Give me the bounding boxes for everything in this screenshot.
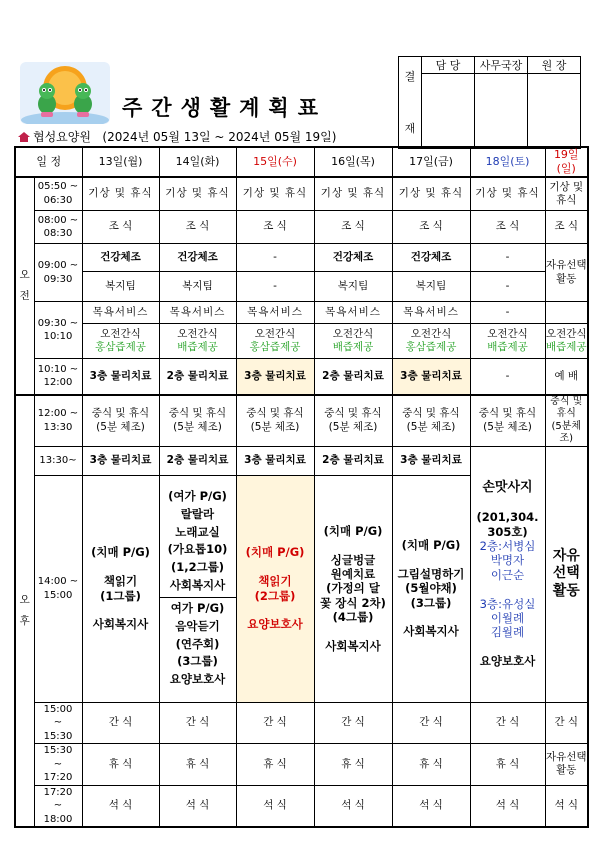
cell-pt-am: 2층 물리치료 [314, 359, 392, 395]
time-cell: 09:00 ~ 09:30 [34, 244, 82, 302]
cell-dinner: 석 식 [236, 785, 314, 827]
period-line [18, 128, 336, 145]
cell-bath: 목욕서비스 [392, 302, 470, 324]
cell-program-tue [159, 475, 236, 702]
cell-bath: - [470, 302, 545, 324]
cell-exercise: 건강체조 [82, 244, 159, 272]
cell-wake: 기상 및 휴식 [236, 177, 314, 211]
cell-pt-am: 3층 물리치료 [392, 359, 470, 395]
approval-role-staff: 담 당 [422, 57, 475, 74]
day-header-tue: 14일(화) [159, 147, 236, 177]
cell-bath: 목욕서비스 [236, 302, 314, 324]
cell-wake: 기상 및 휴식 [82, 177, 159, 211]
cell-bath: 목욕서비스 [159, 302, 236, 324]
time-cell: 12:00 ~ 13:30 [34, 395, 82, 447]
cell-pt-am: 3층 물리치료 [236, 359, 314, 395]
cell-lunch: 중식 및 휴식 (5분 체조) [82, 395, 159, 447]
cell-breakfast: 조 식 [159, 211, 236, 244]
logo [20, 62, 110, 124]
cell-sun-free-pm: 자유 선택 활동 [545, 446, 588, 702]
time-cell: 14:00 ~ 15:00 [34, 475, 82, 702]
cell-sun-free-eve: 자유선택 활동 [545, 744, 588, 786]
approval-role-head: 원 장 [528, 57, 581, 74]
cell-wake: 기상 및 휴식 [159, 177, 236, 211]
cell-rest: 휴 식 [314, 744, 392, 786]
day-header-thu: 16일(목) [314, 147, 392, 177]
cell-snack-pm: 간 식 [470, 702, 545, 744]
cell-wake: 기상 및 휴식 [314, 177, 392, 211]
cell-empty [545, 302, 588, 324]
time-cell: 13:30~ [34, 446, 82, 475]
day-header-wed: 15일(수) [236, 147, 314, 177]
cell-program-mon: (치매 P/G) 책읽기 (1그룹) 사회복지사 [82, 475, 159, 702]
page-title: 주간생활계획표 [122, 96, 328, 120]
cell-program-thu: (치매 P/G) 싱글벙글 원예치료 (가정의 달 꽃 장식 2차) (4그룹) 사회복지사 [314, 475, 392, 702]
cell-dinner: 석 식 [470, 785, 545, 827]
cell-wake: 기상 및 휴식 [470, 177, 545, 211]
cell-snack-pm: 간 식 [392, 702, 470, 744]
day-header-sat: 18일(토) [470, 147, 545, 177]
cell-program-fri: (치매 P/G) 그림설명하기 (5월야채) (3그룹) 사회복지사 [392, 475, 470, 702]
time-cell: 17:20 ~ 18:00 [34, 785, 82, 827]
cell-welfare: 복지팀 [314, 272, 392, 302]
cell-rest: 휴 식 [470, 744, 545, 786]
cell-dinner: 석 식 [82, 785, 159, 827]
time-cell: 10:10 ~ 12:00 [34, 359, 82, 395]
cell-pt-am: 2층 물리치료 [159, 359, 236, 395]
cell-pt-am: - [470, 359, 545, 395]
section-am: 오 전 [15, 177, 34, 395]
cell-snack-am: 오전간식 배즙제공 [314, 324, 392, 359]
time-cell: 15:30 ~ 17:20 [34, 744, 82, 786]
cell-lunch: 중식 및 휴식 (5분 체조) [392, 395, 470, 447]
time-cell: 08:00 ~ 08:30 [34, 211, 82, 244]
day-header-mon: 13일(월) [82, 147, 159, 177]
program-tue-leisure: (여가 P/G) 랄랄라 노래교실 (가요톱10) (1,2그룹) 사회복지사 [160, 486, 236, 598]
cell-snack-pm: 간 식 [314, 702, 392, 744]
cell-pt-pm: 2층 물리치료 [314, 446, 392, 475]
cell-pt-am: 예 배 [545, 359, 588, 395]
cell-pt-pm: 3층 물리치료 [236, 446, 314, 475]
cell-breakfast: 조 식 [236, 211, 314, 244]
approval-sign-head[interactable] [528, 74, 581, 149]
cell-exercise: - [470, 244, 545, 272]
cell-welfare: - [470, 272, 545, 302]
approval-sign-staff[interactable] [422, 74, 475, 149]
cell-dinner: 석 식 [392, 785, 470, 827]
cell-rest: 휴 식 [159, 744, 236, 786]
approval-role-director: 사무국장 [475, 57, 528, 74]
time-cell: 09:30 ~ 10:10 [34, 302, 82, 359]
cell-wake: 기상 및 휴식 [545, 177, 588, 211]
program-tue-music: 여가 P/G) 음악듣기 (연주회) (3그룹) 요양보호사 [169, 600, 226, 687]
cell-dinner: 석 식 [314, 785, 392, 827]
cell-welfare: - [236, 272, 314, 302]
cell-sat-massage: 손맛사지 (201,304. 305호) 2층:서병심 박명자 이근순 3층:유성실 이월례 김월례 요양보호사 [470, 446, 545, 702]
cell-exercise: 건강체조 [314, 244, 392, 272]
cell-welfare: 복지팀 [159, 272, 236, 302]
cell-bath: 목욕서비스 [314, 302, 392, 324]
cell-snack-am: 오전간식 배즙제공 [159, 324, 236, 359]
cell-welfare: 복지팀 [392, 272, 470, 302]
org-name: 협성요양원 [33, 130, 91, 144]
cell-lunch: 중식 및 휴식 (5분 체조) [470, 395, 545, 447]
cell-wake: 기상 및 휴식 [392, 177, 470, 211]
cell-lunch: 중식 및 휴식 (5분 체조) [314, 395, 392, 447]
cell-rest: 휴 식 [236, 744, 314, 786]
cell-rest: 휴 식 [82, 744, 159, 786]
cell-pt-pm: 2층 물리치료 [159, 446, 236, 475]
cell-pt-pm: 3층 물리치료 [82, 446, 159, 475]
day-header-sun: 19일(일) [545, 147, 588, 177]
cell-welfare: 복지팀 [82, 272, 159, 302]
cell-snack-am: 오전간식 홍삼즙제공 [82, 324, 159, 359]
cell-lunch: 중식 및 휴식 (5분 체조) [236, 395, 314, 447]
schedule-header-label: 일 정 [15, 147, 82, 177]
cell-dinner: 석 식 [545, 785, 588, 827]
approval-side-label: 결 재 [399, 57, 422, 149]
cell-breakfast: 조 식 [545, 211, 588, 244]
approval-box [398, 56, 581, 149]
time-cell: 05:50 ~ 06:30 [34, 177, 82, 211]
cell-snack-pm: 간 식 [82, 702, 159, 744]
cell-exercise: 건강체조 [159, 244, 236, 272]
cell-program-wed: (치매 P/G) 책읽기 (2그룹) 요양보호사 [236, 475, 314, 702]
time-cell: 15:00 ~ 15:30 [34, 702, 82, 744]
mascot-logo-icon [20, 62, 110, 124]
cell-rest: 휴 식 [392, 744, 470, 786]
cell-breakfast: 조 식 [392, 211, 470, 244]
day-header-fri: 17일(금) [392, 147, 470, 177]
cell-breakfast: 조 식 [470, 211, 545, 244]
date-range: (2024년 05월 13일 ~ 2024년 05월 19일) [102, 130, 337, 144]
cell-pt-pm: 3층 물리치료 [392, 446, 470, 475]
cell-snack-am: 오전간식 배즙제공 [545, 324, 588, 359]
cell-lunch: 중식 및 휴식 (5분체조) [545, 395, 588, 447]
cell-breakfast: 조 식 [82, 211, 159, 244]
cell-snack-pm: 간 식 [159, 702, 236, 744]
cell-pt-am: 3층 물리치료 [82, 359, 159, 395]
schedule-table [14, 146, 589, 828]
house-icon [18, 132, 30, 142]
cell-breakfast: 조 식 [314, 211, 392, 244]
cell-snack-am: 오전간식 홍삼즙제공 [236, 324, 314, 359]
section-pm: 오 후 [15, 395, 34, 828]
cell-exercise: - [236, 244, 314, 272]
cell-lunch: 중식 및 휴식 (5분 체조) [159, 395, 236, 447]
cell-snack-am: 오전간식 배즙제공 [470, 324, 545, 359]
cell-dinner: 석 식 [159, 785, 236, 827]
cell-snack-pm: 간 식 [236, 702, 314, 744]
cell-bath: 목욕서비스 [82, 302, 159, 324]
cell-sun-free-am: 자유선택 활동 [545, 244, 588, 302]
cell-snack-am: 오전간식 홍삼즙제공 [392, 324, 470, 359]
cell-snack-pm: 간 식 [545, 702, 588, 744]
cell-exercise: 건강체조 [392, 244, 470, 272]
approval-sign-director[interactable] [475, 74, 528, 149]
